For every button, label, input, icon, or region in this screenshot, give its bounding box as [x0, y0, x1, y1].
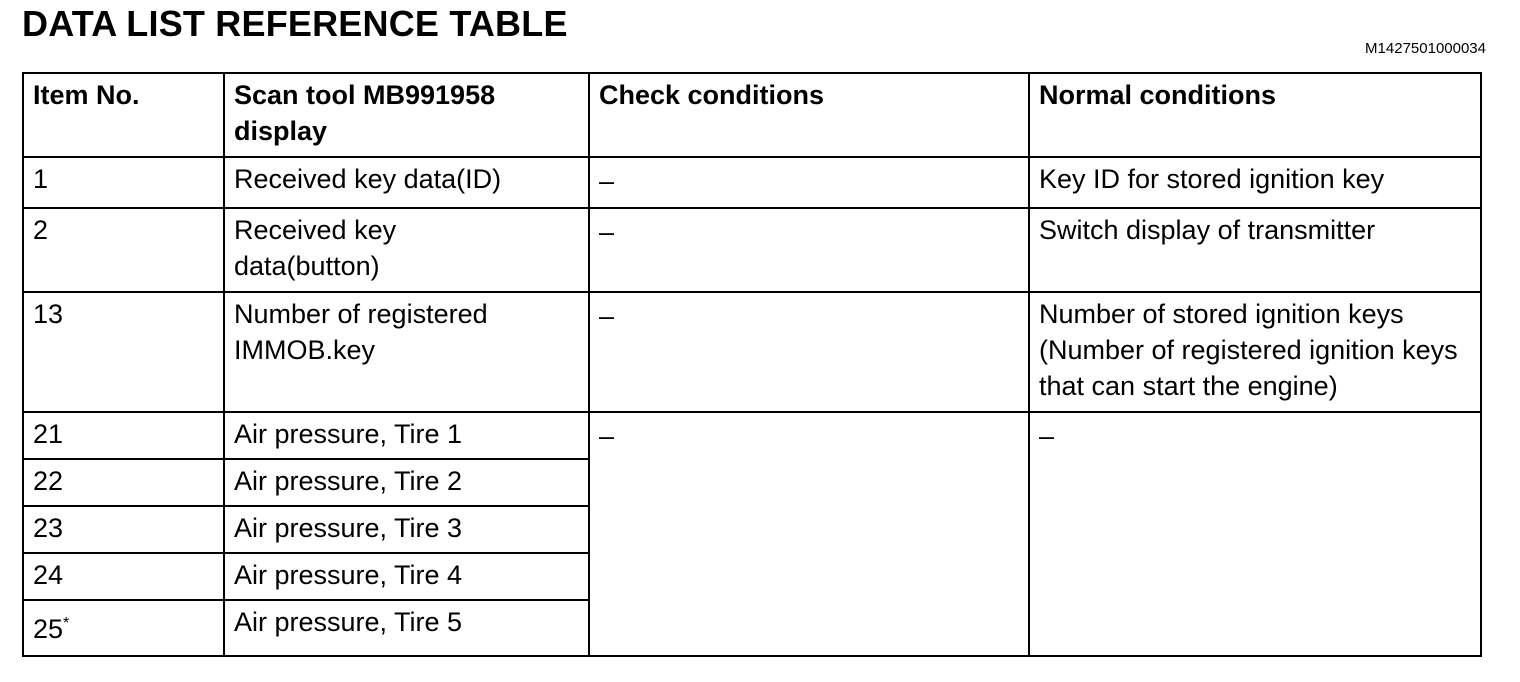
dash-placeholder: – [599, 217, 615, 247]
normal-conditions-cell: Key ID for stored ignition key [1029, 157, 1481, 208]
item-no-text: 25 [33, 614, 64, 644]
dash-placeholder: – [599, 421, 615, 451]
display-cell: Received key data(button) [224, 208, 589, 292]
header-item-no: Item No. [23, 73, 224, 157]
check-conditions-cell [589, 412, 1029, 656]
check-conditions-cell [589, 292, 1029, 412]
display-cell: Air pressure, Tire 2 [224, 459, 589, 506]
item-no-cell: 21 [23, 412, 224, 459]
header-normal-conditions: Normal conditions [1029, 73, 1481, 157]
dash-placeholder: – [599, 166, 615, 196]
normal-conditions-cell: Switch display of transmitter [1029, 208, 1481, 292]
display-cell: Air pressure, Tire 5 [224, 600, 589, 656]
table-header-row [23, 73, 1481, 157]
display-cell: Air pressure, Tire 3 [224, 506, 589, 553]
table-row [23, 292, 1481, 412]
item-no-cell: 22 [23, 459, 224, 506]
check-conditions-cell [589, 157, 1029, 208]
item-no-cell: 23 [23, 506, 224, 553]
normal-conditions-cell [1029, 412, 1481, 656]
check-conditions-cell [589, 208, 1029, 292]
normal-conditions-cell: Number of stored ignition keys (Number of registered ignition keys that can start the engine) [1029, 292, 1481, 412]
item-no-cell: 2 [23, 208, 224, 292]
table-row [23, 157, 1481, 208]
table-row [23, 412, 1481, 459]
display-cell: Air pressure, Tire 1 [224, 412, 589, 459]
dash-placeholder: – [599, 301, 615, 331]
item-no-cell [23, 600, 224, 656]
document-reference-code: M1427501000034 [1365, 40, 1486, 57]
item-no-cell: 24 [23, 553, 224, 600]
item-no-cell: 13 [23, 292, 224, 412]
header-check-conditions: Check conditions [589, 73, 1029, 157]
header-scan-tool-display: Scan tool MB991958 display [224, 73, 589, 157]
display-cell: Number of registered IMMOB.key [224, 292, 589, 412]
dash-placeholder: – [1039, 421, 1055, 451]
display-cell: Air pressure, Tire 4 [224, 553, 589, 600]
footnote-asterisk: * [63, 615, 70, 632]
table-row [23, 208, 1481, 292]
display-cell: Received key data(ID) [224, 157, 589, 208]
item-no-cell: 1 [23, 157, 224, 208]
data-list-reference-table [22, 72, 1482, 657]
page-title: DATA LIST REFERENCE TABLE [22, 3, 568, 44]
